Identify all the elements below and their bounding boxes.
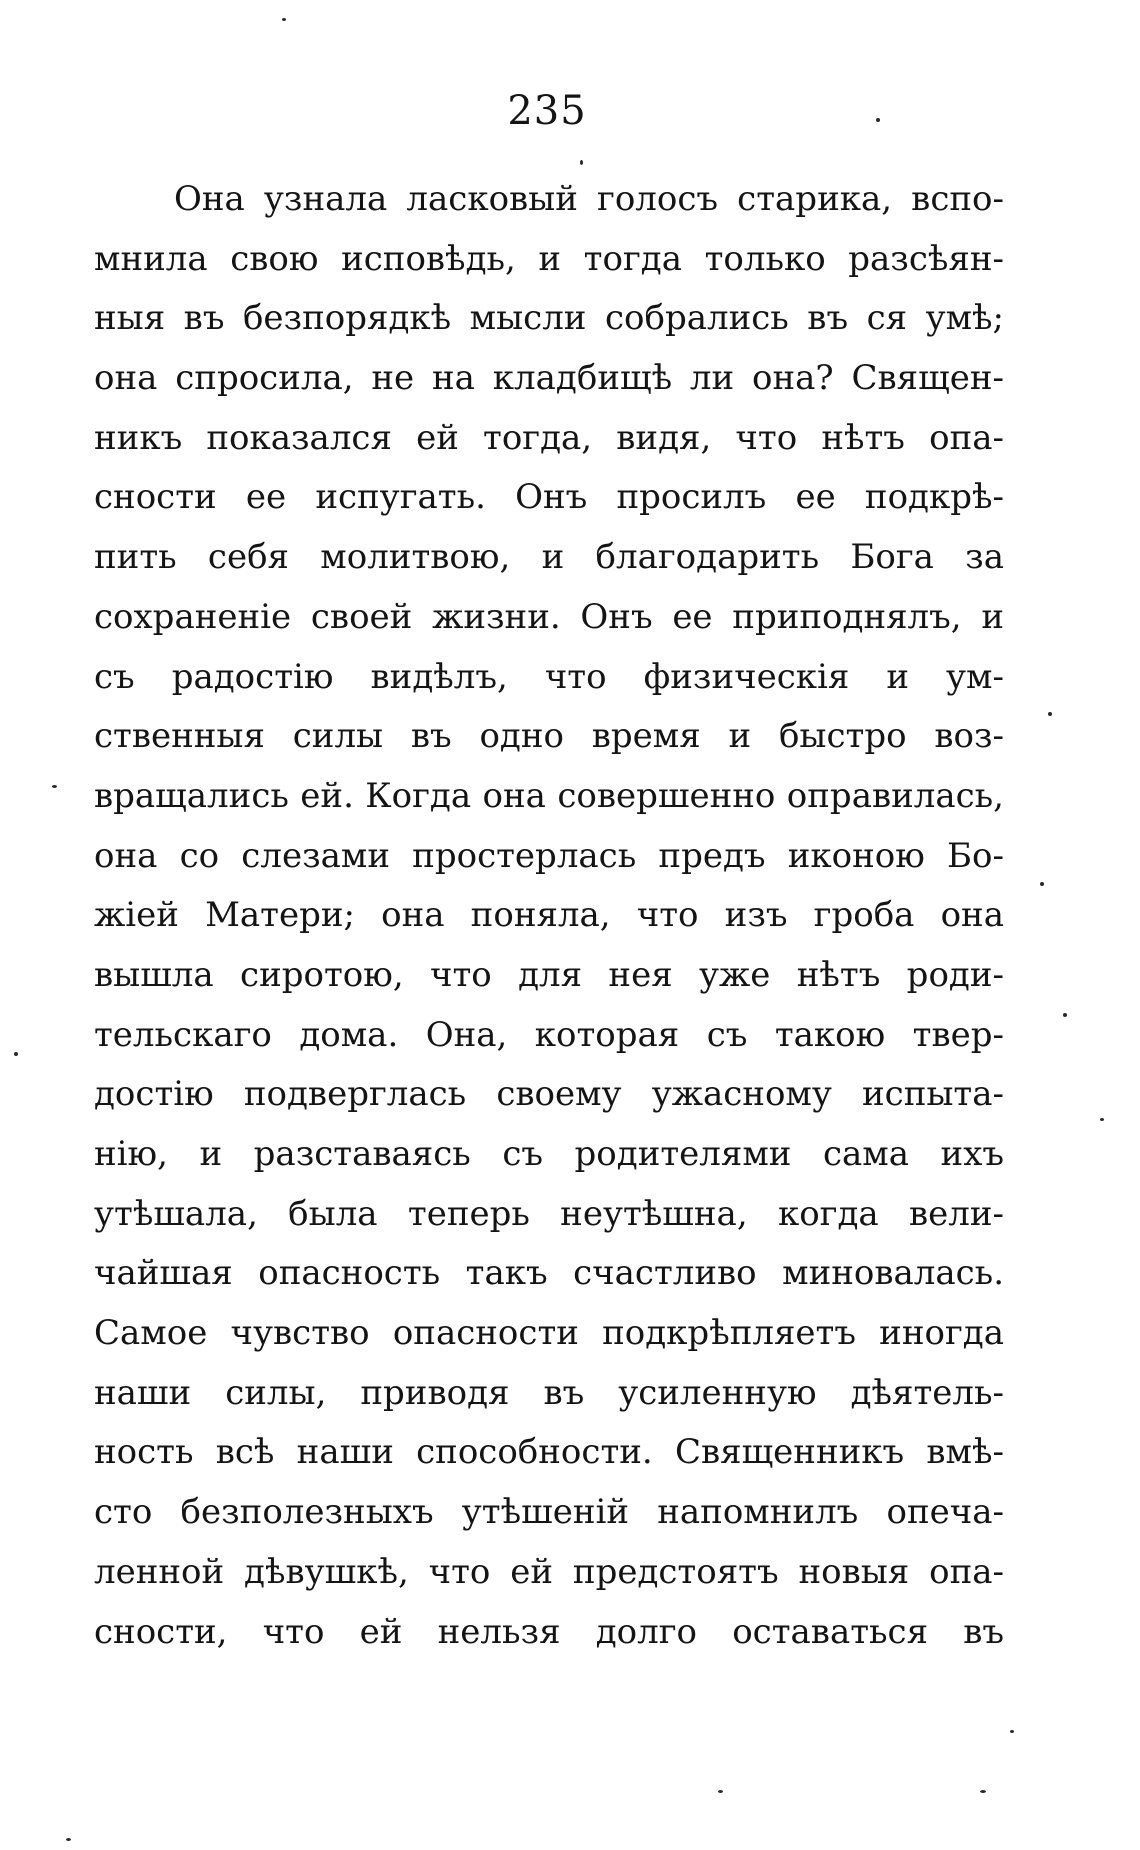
scan-speck: [980, 1790, 986, 1793]
text-line: сности, что ей нельзя долго оставаться въ: [94, 1611, 1004, 1652]
text-line: пить себя молитвою, и благодарить Бога за: [94, 537, 1004, 578]
text-line: сности ее испугать. Онъ просилъ ее подкрѣ-: [94, 477, 1004, 518]
text-line: никъ показался ей тогда, видя, что нѣтъ опа-: [94, 417, 1004, 458]
body-text: [94, 170, 1004, 1662]
scan-speck: [66, 1838, 71, 1841]
scan-speck: [52, 785, 57, 788]
text-line: ственныя силы въ одно время и быстро воз-: [94, 716, 1004, 757]
scan-speck: [1040, 882, 1044, 886]
text-line: Она узнала ласковый голосъ старика, вспо-: [174, 179, 1004, 219]
text-line: достію подверглась своему ужасному испыта-: [94, 1074, 1004, 1115]
text-line: утѣшала, была теперь неутѣшна, когда вели-: [94, 1193, 1004, 1234]
text-line: сохраненіе своей жизни. Онъ ее приподнялъ, и: [94, 596, 1004, 637]
text-line: мнила свою исповѣдь, и тогда только разсѣян-: [94, 238, 1004, 279]
scan-speck: [1010, 1730, 1014, 1733]
scan-speck: [1048, 712, 1052, 716]
text-line: ныя въ безпорядкѣ мысли собрались въ ся умѣ;: [94, 298, 1004, 339]
text-line: тельскаго дома. Она, которая съ такою твер-: [94, 1014, 1004, 1055]
scan-speck: [1100, 1118, 1104, 1121]
scan-speck: [14, 1052, 18, 1056]
text-line: ленной дѣвушкѣ, что ей предстоятъ новыя опа-: [94, 1551, 1004, 1592]
page-number: 235: [507, 88, 587, 134]
text-line: ность всѣ наши способности. Священникъ вмѣ-: [94, 1432, 1004, 1473]
scan-speck: [876, 118, 880, 122]
text-line: жіей Матери; она поняла, что изъ гроба она: [94, 895, 1004, 936]
text-line: сто безполезныхъ утѣшеній напомнилъ опеча-: [94, 1492, 1004, 1533]
text-line: наши силы, приводя въ усиленную дѣятель-: [94, 1372, 1004, 1413]
scan-speck: [580, 160, 583, 165]
scan-speck: [1063, 1013, 1067, 1017]
scan-speck: [282, 18, 286, 21]
text-line: чайшая опасность такъ счастливо миновалась.: [94, 1253, 1004, 1294]
text-line: вышла сиротою, что для нея уже нѣтъ роди-: [94, 954, 1004, 995]
text-line: Самое чувство опасности подкрѣпляетъ иногда: [94, 1313, 1004, 1354]
text-line: она спросила, не на кладбищѣ ли она? Священ-: [94, 358, 1004, 399]
text-line: нію, и разставаясь съ родителями сама ихъ: [94, 1134, 1004, 1174]
text-line: вращались ей. Когда она совершенно оправилась,: [94, 775, 1004, 816]
text-line: съ радостію видѣлъ, что физическія и ум-: [94, 656, 1004, 697]
text-line: она со слезами простерлась предъ иконою Бо-: [94, 835, 1004, 876]
scan-speck: [718, 1790, 723, 1793]
